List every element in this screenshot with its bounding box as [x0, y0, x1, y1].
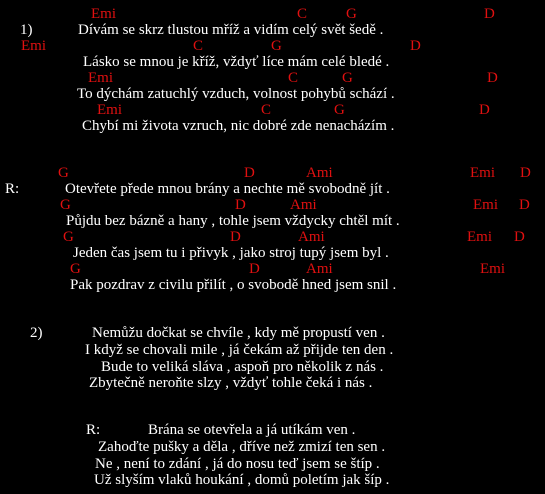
chord: Emi: [473, 197, 498, 213]
chord: D: [249, 261, 260, 277]
lyric-line: Ne , není to zdání , já do nosu teď jsem se štíp .: [95, 456, 380, 472]
lyric-line: I když se chovali mile , já čekám až přijde ten den .: [85, 342, 394, 358]
chord: Emi: [480, 261, 505, 277]
lyric-line: To dýchám zatuchlý vzduch, volnost pohybů schází .: [77, 86, 395, 102]
lyric-line: Dívám se skrz tlustou mříž a vidím celý svět šedě .: [78, 22, 384, 38]
chord: C: [297, 6, 308, 22]
chord: Emi: [97, 102, 122, 118]
chord: Emi: [91, 6, 116, 22]
lyric-line: Brána se otevřela a já utíkám ven .: [148, 422, 356, 438]
chord: D: [519, 197, 530, 213]
chord: G: [70, 261, 81, 277]
chord: Emi: [467, 229, 492, 245]
lyric-line: Půjdu bez bázně a hany , tohle jsem vždycky chtěl mít .: [66, 213, 400, 229]
chord: D: [235, 197, 246, 213]
lyric-line: Lásko se mnou je kříž, vždyť líce mám celé bledé .: [83, 54, 390, 70]
chord: G: [342, 70, 353, 86]
chord: Ami: [306, 261, 333, 277]
chord: D: [410, 38, 421, 54]
chord: Ami: [306, 165, 333, 181]
chord: G: [334, 102, 345, 118]
chord: G: [271, 38, 282, 54]
chord: Emi: [21, 38, 46, 54]
chord: G: [63, 229, 74, 245]
chord: Emi: [470, 165, 495, 181]
lyric-line: Zahoďte pušky a děla , dříve než zmizí ten sen .: [98, 439, 386, 455]
chord: C: [288, 70, 299, 86]
lyric-line: Pak pozdrav z civilu přilít , o svobodě hned jsem snil .: [70, 277, 397, 293]
chord: G: [346, 6, 357, 22]
chorus-2-label: R:: [86, 422, 101, 438]
lyric-line: Jeden čas jsem tu i přivyk , jako stroj tupý jsem byl .: [73, 245, 389, 261]
chord: Emi: [88, 70, 113, 86]
chord: G: [60, 197, 71, 213]
verse-2-label: 2): [30, 325, 43, 341]
lyric-line: Chybí mi života vzruch, nic dobré zde nenacházím .: [82, 118, 395, 134]
chord: C: [193, 38, 204, 54]
lyric-line: Už slyším vlaků houkání , domů poletím jak šíp .: [94, 472, 390, 488]
chord: D: [479, 102, 490, 118]
chord: Ami: [290, 197, 317, 213]
chord: D: [514, 229, 525, 245]
chord: D: [487, 70, 498, 86]
chord: Ami: [298, 229, 325, 245]
lyric-line: Bude to veliká sláva , aspoň pro několik z nás .: [101, 359, 384, 375]
chord: D: [244, 165, 255, 181]
chord: G: [58, 165, 69, 181]
lyric-line: Nemůžu dočkat se chvíle , kdy mě propustí ven .: [92, 325, 385, 341]
chord: D: [520, 165, 531, 181]
chord: D: [230, 229, 241, 245]
lyric-line: Zbytečně neroňte slzy , vždyť tohle čeká i nás .: [89, 375, 373, 391]
lyric-line: Otevřete přede mnou brány a nechte mě svobodně jít .: [65, 181, 390, 197]
chorus-1-label: R:: [5, 181, 20, 197]
chord: C: [261, 102, 272, 118]
verse-1-label: 1): [20, 22, 33, 38]
chord: D: [484, 6, 495, 22]
